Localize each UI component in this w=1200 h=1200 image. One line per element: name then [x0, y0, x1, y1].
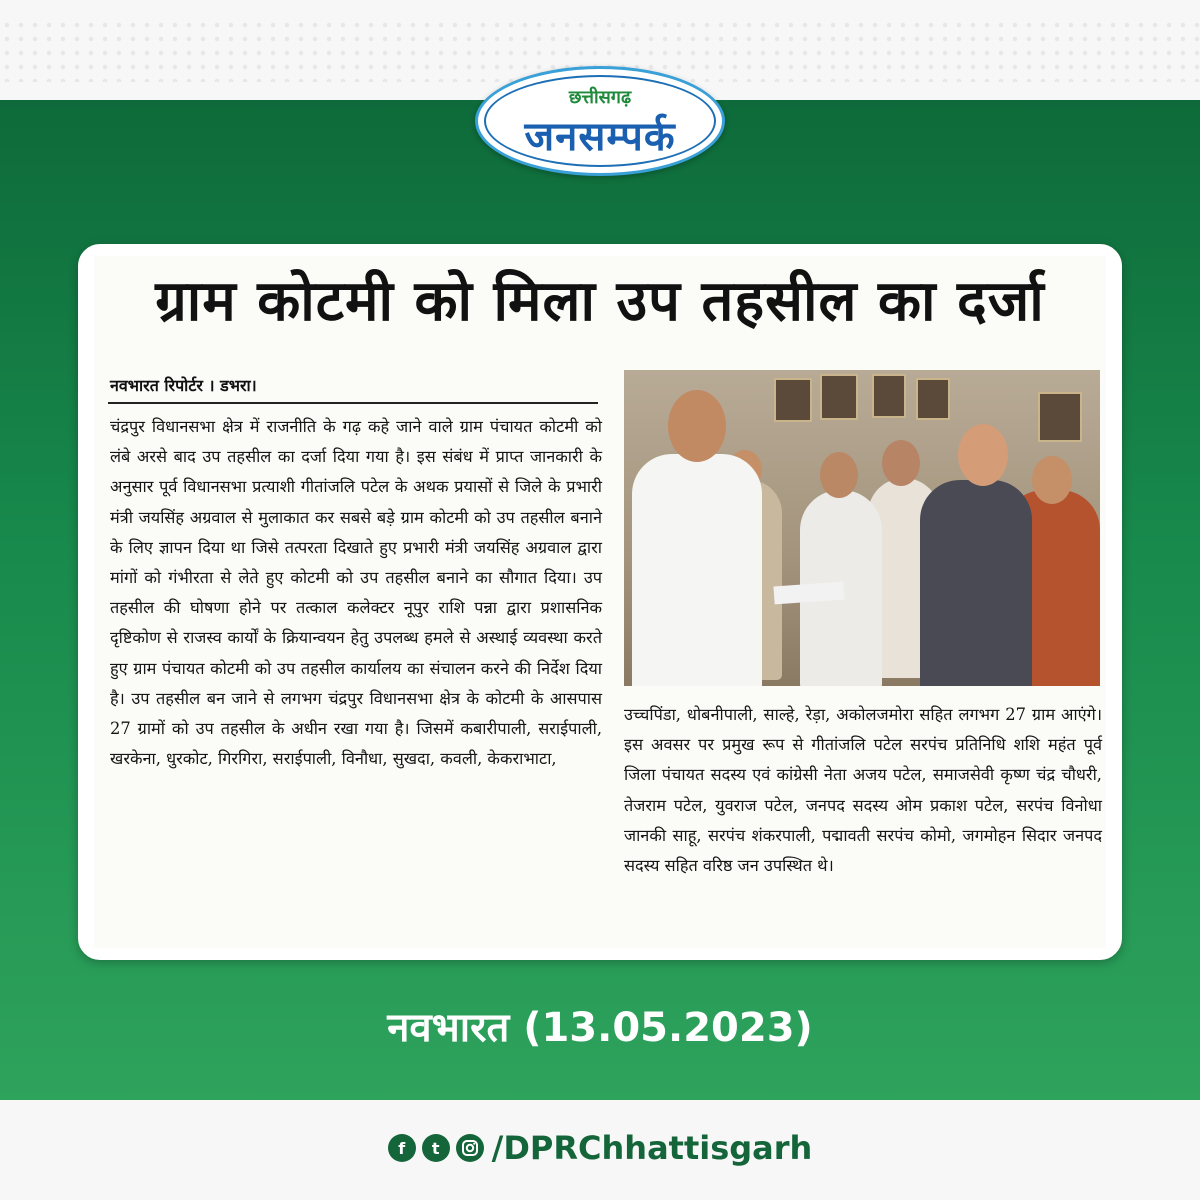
wall-picture	[820, 374, 858, 420]
article-byline: नवभारत रिपोर्टर । डभरा।	[110, 376, 257, 395]
logo-state-text: छत्तीसगढ़	[568, 87, 632, 108]
person-head	[1032, 456, 1072, 504]
person-head	[958, 424, 1008, 486]
jansampark-logo	[475, 66, 725, 176]
newspaper-clipping	[94, 256, 1106, 948]
person	[632, 454, 762, 686]
person-head	[820, 452, 858, 498]
wall-picture	[872, 374, 906, 418]
article-headline: ग्राम कोटमी को मिला उप तहसील का दर्जा	[155, 268, 1045, 334]
wall-picture	[916, 378, 950, 420]
twitter-icon[interactable]: t	[422, 1134, 450, 1162]
wall-picture	[774, 378, 812, 422]
instagram-icon[interactable]	[456, 1134, 484, 1162]
social-handle[interactable]: /DPRChhattisgarh	[491, 1129, 813, 1167]
facebook-icon[interactable]: f	[388, 1134, 416, 1162]
instagram-glyph	[461, 1139, 479, 1157]
newspaper-source-date: नवभारत (13.05.2023)	[387, 1005, 813, 1051]
article-column-left: चंद्रपुर विधानसभा क्षेत्र में राजनीति के गढ़ कहे जाने वाले ग्राम पंचायत कोटमी को लंबे अरसे बाद उप तहसील का दर्जा दिया गया है। इस संबंध में प्राप्त जानकारी के अनुसार पूर्व विधानसभा प्रत्याशी गीतांजलि पटेल के अथक प्रयासों से जिले के प्रभारी मंत्री जयसिंह अग्रवाल से मुलाकात कर सबसे बड़े ग्राम कोटमी को उप तहसील बनाने के लिए ज्ञापन दिया था जिसे तत्परता दिखाते हुए प्रभारी मंत्री जयसिंह अग्रवाल द्वारा मांगों को गंभीरता से लेते हुए कोटमी को उप तहसील बनाने का सौगात दिया। उप तहसील की घोषणा होने पर तत्काल कलेक्टर नूपुर राशि पन्ना द्वारा प्रशासनिक दृष्टिकोण से राजस्व कार्यों के क्रियान्वयन हेतु उपलब्ध हमले से अस्थाई व्यवस्था करते हुए ग्राम पंचायत कोटमी को उप तहसील कार्यालय का संचालन करने की निर्देश दिया है। उप तहसील बन जाने से लगभग चंद्रपुर विधानसभा क्षेत्र के कोटमी के आसपास 27 ग्रामों को उप तहसील के अधीन रखा गया है। जिसमें कबारीपाली, सराईपाली, खरकेना, धुरकोट, गिरगिरा, सराईपाली, विनौधा, सुखदा, कवली, केकराभाटा,	[110, 417, 602, 769]
social-bar	[0, 1124, 1200, 1172]
person-head	[882, 440, 920, 486]
person-head	[668, 390, 726, 462]
byline-divider	[108, 402, 598, 404]
wall-picture	[1038, 392, 1082, 442]
article-column-right: उच्चपिंडा, धोबनीपाली, साल्हे, रेड़ा, अकोलजमोरा सहित लगभग 27 ग्राम आएंगे। इस अवसर पर प्रमुख रूप से गीतांजलि पटेल सरपंच प्रतिनिधि शशि महंत पूर्व जिला पंचायत सदस्य एवं कांग्रेसी नेता अजय पटेल, समाजसेवी कृष्ण चंद्र चौधरी, तेजराम पटेल, युवराज पटेल, जनपद सदस्य ओम प्रकाश पटेल, सरपंच विनोधा जानकी साहू, सरपंच शंकरपाली, पद्मावती सरपंच कोमो, जगमोहन सिदार जनपद सदस्य सहित वरिष्ठ जन उपस्थित थे।	[624, 705, 1102, 876]
news-clipping-card	[78, 244, 1122, 960]
person	[920, 480, 1032, 686]
news-photo	[624, 370, 1100, 686]
logo-title-text: जनसम्पर्क	[524, 114, 676, 160]
